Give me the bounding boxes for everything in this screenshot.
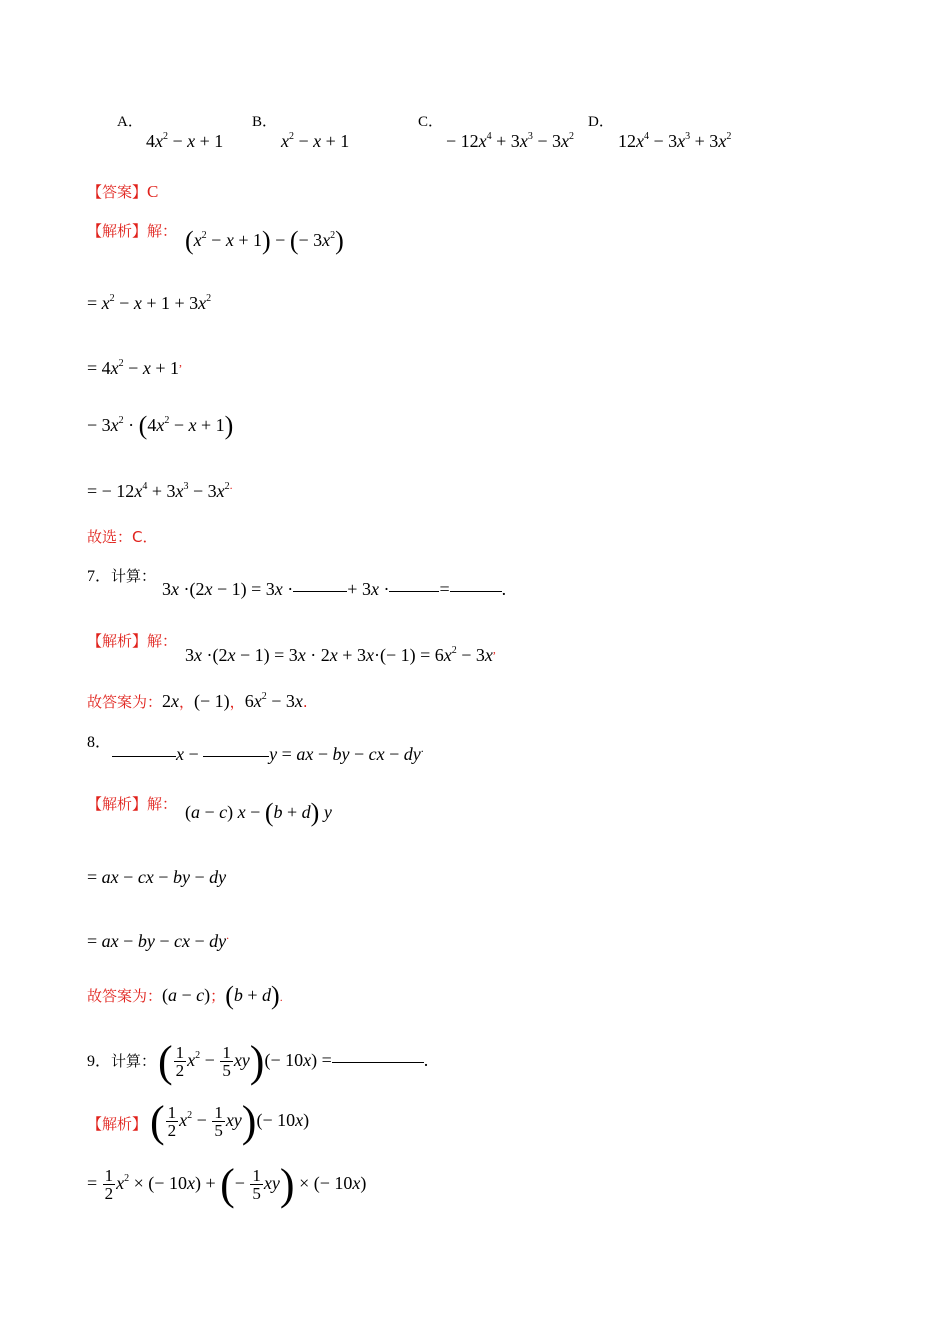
q7-question: 3x ·(2x − 1) = 3x · + 3x · = . <box>162 579 507 599</box>
answer-prefix: 故答案为： <box>87 693 163 711</box>
q8-number: 8． <box>87 734 112 751</box>
blank <box>112 755 176 757</box>
q9-step-2: = $\frac{1}{2}$ $x^2$ × (− 10x) + (− $\frac{1}{5}$ xy) × (− 10x) <box>87 1160 367 1209</box>
option-c-label: C． <box>418 114 444 130</box>
analysis-tag: 【解析】 <box>87 222 148 240</box>
q9-analysis: 【解析】 <box>87 1115 148 1133</box>
sep: ， <box>179 693 195 711</box>
q6-analysis <box>87 222 177 239</box>
q9-calc: 计算： <box>111 1052 157 1070</box>
q9-question: ( $\frac{1}{2}$ $x^2$ − $\frac{1}{5}$ xy)(− 10x) = . <box>158 1037 429 1086</box>
q7-number: 7． <box>87 568 112 585</box>
analysis-tag: 【解析】 <box>87 795 148 813</box>
q6-step-2: = $x^2 - x + 1 + 3x^2$ <box>87 293 212 313</box>
q9-prompt <box>87 1054 156 1070</box>
q6-conclusion: 故选：C． <box>87 528 158 546</box>
q8-step-1: (a − c) x − (b + d) y <box>185 798 332 827</box>
analysis-tag: 【解析】 <box>87 632 148 650</box>
answer-part: (a − c) <box>162 985 211 1005</box>
q6-step-1: $(x^2 - x + 1)$ − (− $3x^2$) <box>185 226 344 255</box>
fraction: $\frac{1}{2}$ <box>175 1042 185 1081</box>
answer-tag: 【答案】 <box>87 183 148 201</box>
q7-solution: $3x \cdot(2x - 1) = 3x \cdot 2x + 3x\cdot(- 1) = 6x^2 - 3x^,$ <box>185 642 496 665</box>
q8-analysis <box>87 795 177 812</box>
sep: ； <box>210 987 226 1005</box>
solve-label: 解： <box>147 795 178 813</box>
blank <box>450 590 502 592</box>
option-a-label: A． <box>117 114 143 130</box>
option-d-expr: $12x^4 - 3x^3 + 3x^2$ <box>618 131 732 151</box>
q7-calc: 计算： <box>111 567 157 585</box>
q8-expression: x − y = ax − by − cx − dy. <box>112 742 424 763</box>
fraction: $\frac{1}{5}$ <box>252 1165 261 1204</box>
fraction: $\frac{1}{2}$ <box>167 1102 177 1141</box>
fraction: $\frac{1}{5}$ <box>222 1042 231 1081</box>
fraction: $\frac{1}{5}$ <box>214 1102 223 1141</box>
option-b-label: B． <box>252 114 278 130</box>
blank <box>203 755 269 757</box>
answer-value: C <box>147 182 159 201</box>
fraction: $\frac{1}{2}$ <box>104 1165 114 1204</box>
q7-answer: 故答案为：2x，(− 1)，$6x^2 - 3x$. <box>87 691 308 711</box>
answer-part: $6x^2 - 3x$ <box>244 691 303 711</box>
answer-part: (− 1) <box>194 691 230 711</box>
sep: ， <box>229 693 245 711</box>
answer-part: (b + d) <box>225 981 280 1010</box>
blank <box>293 590 347 592</box>
q6-step-4: − $3x^2 \cdot (4x^2 - x + 1)$ <box>87 411 234 440</box>
answer-prefix: 故答案为： <box>87 987 163 1005</box>
blank <box>389 590 439 592</box>
q7-prompt <box>87 569 156 585</box>
option-b-expr: $x^2 - x + 1$ <box>281 131 350 151</box>
q8-step-3: = ax − by − cx − dy. <box>87 928 230 951</box>
q6-answer <box>87 183 158 200</box>
solve-label: 解： <box>147 222 178 240</box>
blank <box>332 1061 424 1063</box>
q7-analysis <box>87 632 177 649</box>
q6-step-5: = − $12x^4 + 3x^3 - 3x^{2.}$ <box>87 478 233 501</box>
q8-question <box>87 733 111 751</box>
q8-answer: 故答案为：(a − c)；(b + d). <box>87 981 283 1010</box>
option-a-expr: $4x^2 - x + 1$ <box>146 131 224 151</box>
option-c-expr: − $12x^4 + 3x^3 - 3x^2$ <box>446 131 574 151</box>
answer-part: 2x <box>162 691 180 711</box>
q6-step-3: = $4x^2 - x + 1^,$ <box>87 355 182 378</box>
q9-number: 9． <box>87 1053 112 1070</box>
solve-label: 解： <box>147 632 178 650</box>
q8-step-2: = ax − cx − by − dy <box>87 867 227 887</box>
option-d-label: D． <box>588 114 614 130</box>
q9-step-1: ( $\frac{1}{2}$ $x^2$ − $\frac{1}{5}$ xy)(− 10x) <box>150 1097 310 1146</box>
